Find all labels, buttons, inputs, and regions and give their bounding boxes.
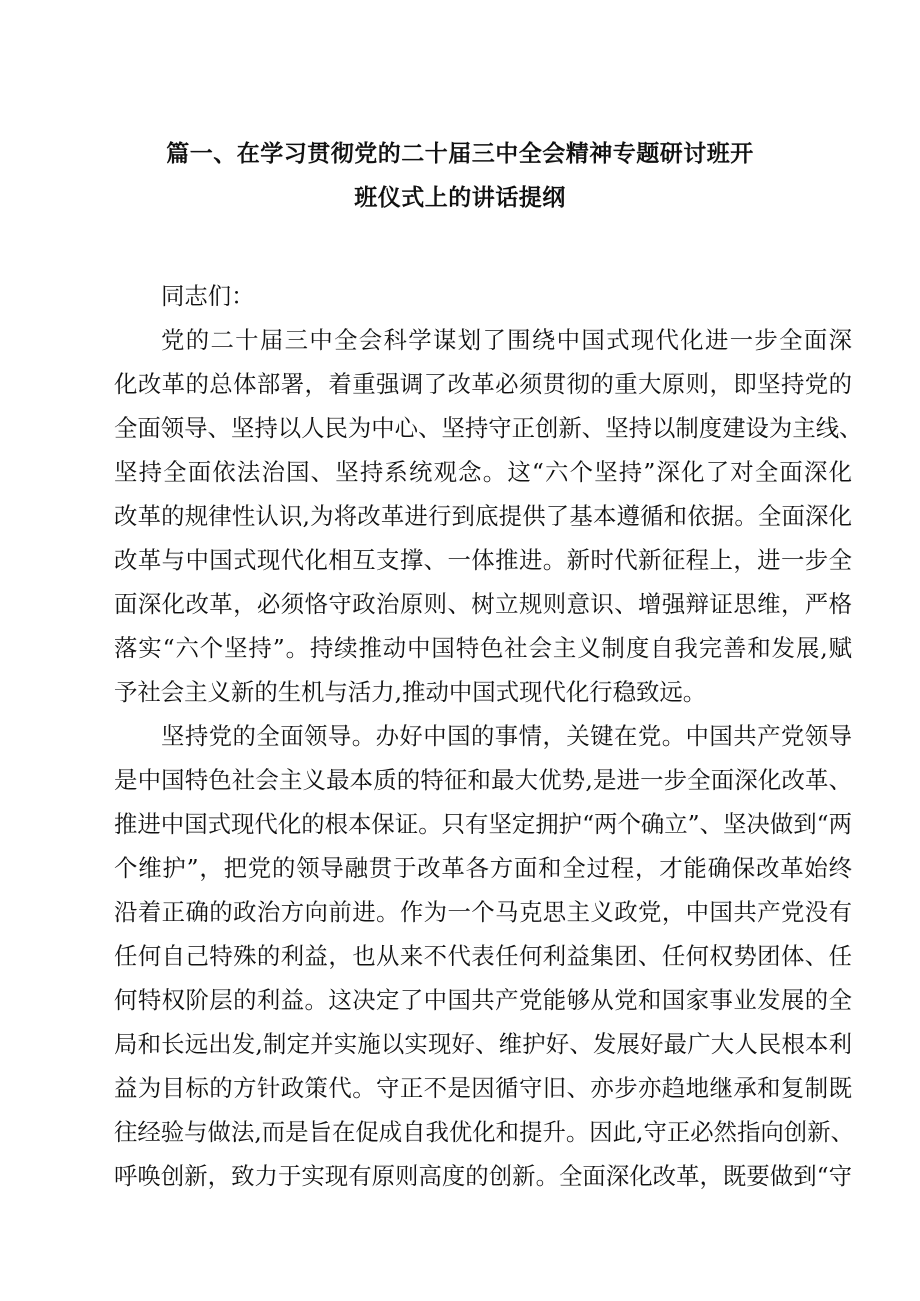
paragraph-line: 益为目标的方针政策代。守正不是因循守旧、亦步亦趋地继承和复制既 xyxy=(114,1074,852,1102)
paragraph-line: 推进中国式现代化的根本保证。只有坚定拥护“两个确立”、坚决做到“两 xyxy=(114,810,852,838)
document-title xyxy=(0,132,920,220)
paragraph-line: 何特权阶层的利益。这决定了中国共产党能够从党和国家事业发展的全 xyxy=(114,986,852,1014)
title-line-2: 班仪式上的讲话提纲 xyxy=(354,184,566,211)
paragraph-line: 个维护”，把党的领导融贯于改革各方面和全过程，才能确保改革始终 xyxy=(114,854,852,882)
paragraph-line: 改革的规律性认识,为将改革进行到底提供了基本遵循和依据。全面深化 xyxy=(114,502,852,530)
paragraph-line: 是中国特色社会主义最本质的特征和最大优势,是进一步全面深化改革、 xyxy=(114,766,852,794)
paragraph-2 xyxy=(114,714,852,1198)
paragraph-line: 落实“六个坚持”。持续推动中国特色社会主义制度自我完善和发展,赋 xyxy=(114,634,852,662)
paragraph-line: 予社会主义新的生机与活力,推动中国式现代化行稳致远。 xyxy=(114,678,707,706)
document-body xyxy=(114,274,863,1198)
paragraph-line: 党的二十届三中全会科学谋划了围绕中国式现代化进一步全面深 xyxy=(161,326,852,354)
paragraph-line: 面深化改革，必须恪守政治原则、树立规则意识、增强辩证思维，严格 xyxy=(114,590,852,618)
paragraph-line: 呼唤创新，致力于实现有原则高度的创新。全面深化改革，既要做到“守 xyxy=(114,1162,852,1190)
paragraph-line: 全面领导、坚持以人民为中心、坚持守正创新、坚持以制度建设为主线、 xyxy=(114,414,863,442)
paragraph-1 xyxy=(114,318,863,714)
paragraph-line: 改革与中国式现代化相互支撑、一体推进。新时代新征程上，进一步全 xyxy=(114,546,852,574)
paragraph-line: 沿着正确的政治方向前进。作为一个马克思主义政党，中国共产党没有 xyxy=(114,898,852,926)
paragraph-line: 任何自己特殊的利益，也从来不代表任何利益集团、任何权势团体、任 xyxy=(114,942,852,970)
paragraph-line: 化改革的总体部署，着重强调了改革必须贯彻的重大原则，即坚持党的 xyxy=(114,370,852,398)
paragraph-line: 坚持全面依法治国、坚持系统观念。这“六个坚持”深化了对全面深化 xyxy=(114,458,852,486)
greeting: 同志们： xyxy=(161,282,255,310)
paragraph-line: 坚持党的全面领导。办好中国的事情，关键在党。中国共产党领导 xyxy=(161,722,852,750)
paragraph-line: 局和长远出发,制定并实施以实现好、维护好、发展好最广大人民根本利 xyxy=(114,1030,852,1058)
paragraph-line: 往经验与做法,而是旨在促成自我优化和提升。因此,守正必然指向创新、 xyxy=(114,1118,854,1146)
title-line-1: 篇一、在学习贯彻党的二十届三中全会精神专题研讨班开 xyxy=(166,140,754,167)
